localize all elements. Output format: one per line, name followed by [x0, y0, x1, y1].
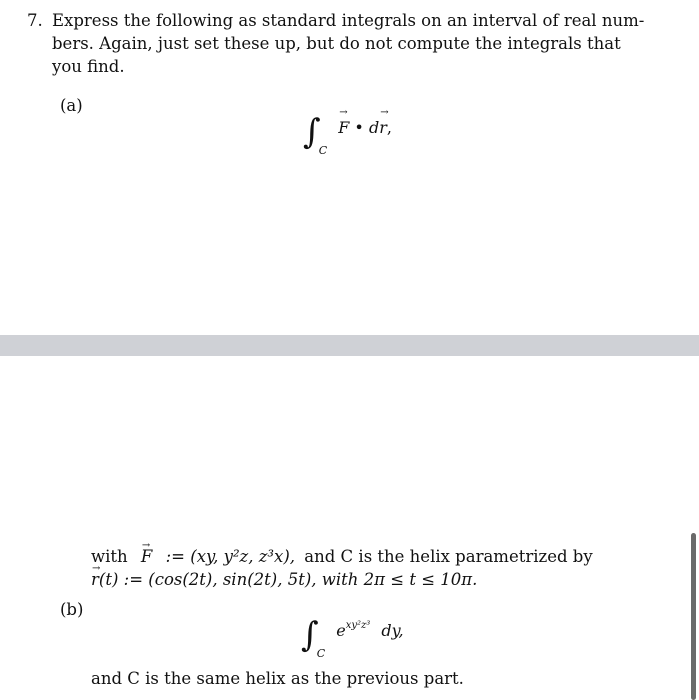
problem-section-bottom [0, 356, 699, 700]
integral-subscript-b: C [316, 647, 326, 660]
problem-intro-line3: you find. [52, 57, 125, 76]
differential-d: d [368, 118, 380, 137]
part-a-definition-line2 [91, 569, 477, 591]
problem-intro-line2: bers. Again, just set these up, but do not compute the integrals that [52, 34, 621, 53]
integral-sign-b: ∫ [301, 615, 319, 655]
exp-base: e [336, 621, 346, 640]
helix-description: and C is the helix parametrized by [304, 547, 593, 566]
with-word: with [91, 547, 128, 566]
r-definition: (t) := (cos(2t), sin(2t), 5t), with 2π ≤ t ≤ 10π. [98, 570, 478, 589]
dot-operator: • [349, 118, 369, 137]
part-b-label: (b) [60, 600, 84, 619]
problem-section-top [0, 0, 699, 335]
vector-r: → r [379, 118, 387, 137]
problem-intro-line1: Express the following as standard integrals on an interval of real num- [52, 11, 645, 30]
vector-F: → F [338, 118, 349, 137]
differential-dy: dy, [381, 621, 404, 640]
exp-power: xy²z³ [345, 620, 371, 631]
part-b-closing: and C is the same helix as the previous part. [91, 669, 464, 688]
part-a-definition-line1 [91, 546, 593, 568]
integral-sign: ∫ [303, 112, 321, 152]
integral-subscript: C [318, 144, 328, 157]
part-a-label: (a) [60, 96, 83, 115]
vector-r-def: → r [91, 569, 99, 591]
page-separator [0, 335, 699, 356]
part-b-integral [301, 615, 404, 660]
problem-number: 7. [27, 11, 43, 30]
scrollbar-thumb[interactable] [691, 533, 696, 700]
vector-F-def: → F [141, 546, 152, 568]
part-a-integral [303, 112, 392, 157]
F-definition: := (xy, y²z, z³x), [165, 547, 296, 566]
integrand-comma: , [386, 118, 392, 137]
